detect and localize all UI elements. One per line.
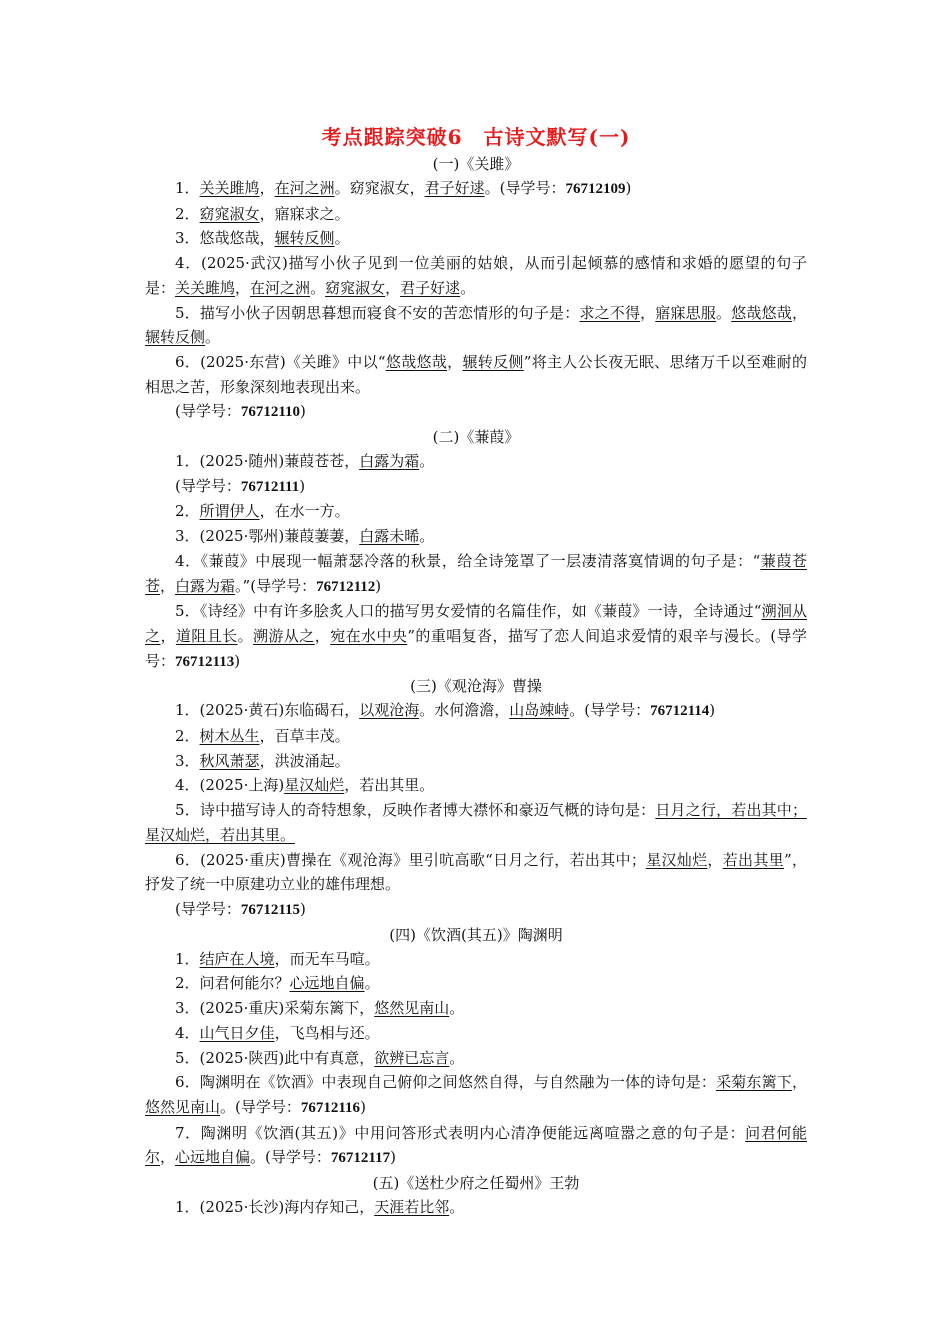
answer-text: 辗转反侧	[462, 352, 524, 371]
question-text: ，在水一方。	[259, 502, 350, 521]
question-text: 5．描写小伙子因朝思暮想而寝食不安的苦恋情形的句子是：	[175, 303, 580, 322]
question-text: 。	[310, 278, 326, 297]
question-item	[145, 971, 807, 996]
question-text: ，	[160, 1148, 176, 1167]
question-text: )	[375, 576, 382, 595]
question-text: 1．	[175, 179, 200, 197]
answer-text: 君子好逑	[400, 278, 461, 297]
document-page	[145, 122, 807, 1220]
question-text: 。(导学号：	[220, 1097, 301, 1116]
question-text: 。(导学号：	[250, 1148, 331, 1167]
question-text: 7．陶渊明《饮酒(其五)》中用问答形式表明内心清净便能远离喧嚣之意的句子是：	[175, 1123, 746, 1142]
question-text: )	[300, 899, 306, 918]
guide-number: 76712115	[240, 901, 301, 918]
question-text: 。水何澹澹，	[419, 701, 510, 720]
answer-text: 悠然见南山	[374, 999, 450, 1018]
question-item	[145, 996, 807, 1021]
guide-number: 76712113	[175, 653, 235, 670]
question-item	[145, 499, 807, 524]
question-text: ，	[447, 352, 463, 371]
answer-text: 星汉灿烂	[645, 850, 708, 869]
question-text: 2．	[175, 204, 200, 223]
answer-text: 日月之行，若出其中；星汉灿烂，若出其里。	[145, 801, 807, 844]
answer-text: 悠哉悠哉	[385, 352, 448, 371]
question-text: 1．(2025·黄石)东临碣石，	[175, 701, 360, 720]
question-item	[145, 474, 807, 500]
section-heading: (三)《观沧海》曹操	[410, 677, 542, 696]
question-text: 6．(2025·东营)《关雎》中以“	[175, 352, 386, 371]
answer-text: 采菊东篱下	[716, 1073, 792, 1092]
question-text: ，	[385, 278, 401, 297]
question-text: 。	[237, 626, 254, 645]
question-text: )	[360, 1097, 366, 1116]
question-item	[145, 773, 807, 798]
question-item	[145, 176, 807, 202]
guide-number: 76712110	[240, 404, 301, 421]
question-text: ，	[235, 278, 251, 297]
guide-number: 76712114	[650, 703, 710, 720]
question-text: 。(导学号：	[484, 179, 566, 197]
question-item	[145, 449, 807, 474]
section-heading: (二)《蒹葭》	[432, 428, 520, 447]
question-text: 。	[419, 527, 435, 546]
guide-number: 76712109	[565, 181, 626, 197]
question-text: ，若出其里。	[344, 776, 435, 795]
guide-number: 76712112	[316, 578, 376, 595]
question-text: 1．(2025·长沙)海内存知己，	[175, 1198, 375, 1217]
question-text: 。”(导学号：	[235, 576, 317, 595]
answer-text: 欲辨已忘言	[374, 1048, 450, 1067]
question-text: 。	[460, 278, 476, 297]
answer-text: 溯游从之	[253, 626, 315, 645]
answer-text: 悠哉悠哉	[731, 303, 792, 322]
section-heading: (一)《关雎》	[432, 155, 520, 173]
question-text: 2．问君何能尔？	[175, 974, 290, 993]
question-text: ”将主人公长夜无眠、思绪万千以至难耐的相思之苦，形象深刻地表现出来。	[145, 352, 807, 396]
question-text: 2．	[175, 502, 200, 521]
answer-text: 星汉灿烂	[284, 776, 345, 795]
answer-text: 关关雎鸠	[199, 179, 260, 197]
question-text: ，	[160, 626, 176, 645]
answer-text: 心远地自偏	[175, 1148, 251, 1167]
answer-text: 树木丛生	[199, 727, 260, 746]
question-text: (导学号：	[175, 899, 241, 918]
question-text: ，而无车马喧。	[274, 949, 380, 968]
question-item	[145, 226, 807, 251]
question-text: 。	[419, 452, 435, 471]
question-text: 。	[205, 328, 221, 347]
answer-text: 白露为霜	[359, 452, 420, 471]
question-item	[145, 897, 807, 923]
question-text: 6．(2025·重庆)曹操在《观沧海》里引吭高歌“日月之行，若出其中；	[175, 850, 646, 869]
question-text: )	[299, 476, 306, 495]
answer-text: 白露未晞	[359, 527, 420, 546]
question-item	[145, 251, 807, 300]
question-text: 。	[449, 1198, 465, 1217]
question-text: 。	[364, 974, 380, 993]
question-text: 4．(2025·上海)	[175, 776, 285, 795]
question-text: ，洪波涌起。	[259, 751, 350, 770]
question-text: ，	[314, 626, 331, 645]
question-text: ，	[707, 850, 723, 869]
question-text: 。	[449, 999, 465, 1018]
guide-number: 76712116	[300, 1099, 361, 1116]
answer-text: 求之不得	[579, 303, 641, 322]
answer-text: 心远地自偏	[289, 974, 365, 993]
question-item	[145, 549, 807, 599]
question-text: ，飞鸟相与还。	[274, 1023, 380, 1042]
answer-text: 秋风萧瑟	[199, 751, 260, 770]
question-text: )	[625, 179, 632, 197]
question-item	[145, 301, 807, 350]
answer-text: 以观沧海	[359, 701, 420, 720]
question-text: 3．(2025·鄂州)蒹葭萋萋，	[175, 527, 360, 546]
answer-text: 窈窕淑女	[325, 278, 386, 297]
answer-text: 关关雎鸠	[175, 278, 236, 297]
question-text: )	[234, 651, 241, 670]
question-item	[145, 947, 807, 972]
answer-text: 在河之洲	[250, 278, 311, 297]
question-text: ”的重唱复沓，描写了恋人间追求爱情的艰辛与漫长。(导学号：	[145, 626, 807, 670]
question-text: 4．《蒹葭》中展现一幅萧瑟冷落的秋景，给全诗笼罩了一层凄清落寞情调的句子是：“	[175, 551, 761, 570]
question-item	[145, 1070, 807, 1120]
question-text: 4．(2025·武汉)描写小伙子见到一位美丽的姑娘，从而引起倾慕的感情和求婚的愿望的句子是：	[145, 254, 807, 297]
question-text: ，	[791, 1073, 807, 1092]
section-heading: (五)《送杜少府之任蜀州》王勃	[372, 1174, 580, 1193]
question-item	[145, 848, 807, 897]
question-text: ”，抒发了统一中原建功立业的雄伟理想。	[145, 850, 807, 894]
question-text: 3．(2025·重庆)采菊东篱下，	[175, 999, 375, 1018]
question-text: 。(导学号：	[569, 701, 651, 720]
question-text: ，	[791, 303, 807, 322]
question-text: (导学号：	[175, 402, 241, 421]
question-text: 3．	[175, 751, 200, 770]
answer-text: 溯洄从之	[145, 602, 807, 645]
guide-number: 76712117	[330, 1150, 391, 1167]
question-text: ，百草丰茂。	[259, 727, 350, 746]
section-heading: (四)《饮酒(其五)》陶渊明	[389, 925, 563, 944]
answer-text: 山气日夕佳	[199, 1023, 275, 1042]
question-item	[145, 1195, 807, 1220]
question-item	[145, 1021, 807, 1046]
question-item	[145, 599, 807, 674]
question-text: 5．(2025·陕西)此中有真意，	[175, 1048, 375, 1067]
question-text: (导学号：	[175, 476, 241, 495]
answer-text: 天涯若比邻	[374, 1198, 450, 1217]
answer-text: 君子好逑	[424, 179, 485, 197]
answer-text: 在河之洲	[274, 179, 335, 197]
question-text: )	[709, 701, 716, 720]
answer-text: 所谓伊人	[199, 502, 260, 521]
question-item	[145, 350, 807, 399]
question-item	[145, 798, 807, 847]
question-item	[145, 524, 807, 549]
answer-text: 白露为霜	[175, 576, 236, 595]
question-text: 1．(2025·随州)蒹葭苍苍，	[175, 452, 360, 471]
answer-text: 若出其里	[722, 850, 784, 869]
question-text: 。	[716, 303, 732, 322]
question-item	[145, 749, 807, 774]
question-item	[145, 724, 807, 749]
question-text: 5．诗中描写诗人的奇特想象，反映作者博大襟怀和豪迈气概的诗句是：	[175, 801, 656, 820]
answer-text: 山岛竦峙	[509, 701, 570, 720]
question-text: 4．	[175, 1023, 200, 1042]
document-content	[145, 152, 807, 1220]
question-text: 3．悠哉悠哉，	[175, 229, 275, 248]
question-item	[145, 698, 807, 724]
question-text: ，	[259, 179, 275, 197]
question-text: 2．	[175, 727, 200, 746]
question-item	[145, 1046, 807, 1071]
answer-text: 寤寐思服	[655, 303, 717, 322]
question-text: 5．《诗经》中有许多脍炙人口的描写男女爱情的名篇佳作，如《蒹葭》一诗，全诗通过“	[175, 602, 762, 621]
guide-number: 76712111	[240, 478, 300, 495]
question-item	[145, 399, 807, 425]
question-text: )	[300, 402, 306, 421]
question-text: ，	[160, 576, 176, 595]
question-text: )	[390, 1148, 396, 1167]
answer-text: 宛在水中央	[330, 626, 408, 645]
answer-text: 窈窕淑女	[199, 204, 260, 223]
question-text: 1．	[175, 949, 200, 968]
answer-text: 辗转反侧	[145, 328, 206, 347]
answer-text: 道阻且长	[175, 626, 238, 645]
answer-text: 悠然见南山	[145, 1097, 221, 1116]
answer-text: 辗转反侧	[274, 229, 335, 248]
question-text: ，寤寐求之。	[259, 204, 350, 223]
question-text: 。窈窕淑女，	[334, 179, 425, 197]
question-item	[145, 202, 807, 227]
answer-text: 蒹葭苍苍	[145, 551, 807, 595]
question-item	[145, 1121, 807, 1171]
question-text: ，	[640, 303, 656, 322]
answer-text: 结庐在人境	[199, 949, 275, 968]
question-text: 。	[334, 229, 350, 248]
answer-text: 问君何能尔	[145, 1123, 807, 1167]
question-text: 。	[449, 1048, 465, 1067]
question-text: 6．陶渊明在《饮酒》中表现自己俯仰之间悠然自得，与自然融为一体的诗句是：	[175, 1073, 717, 1092]
page-title: 考点跟踪突破6 古诗文默写(一)	[321, 125, 631, 149]
